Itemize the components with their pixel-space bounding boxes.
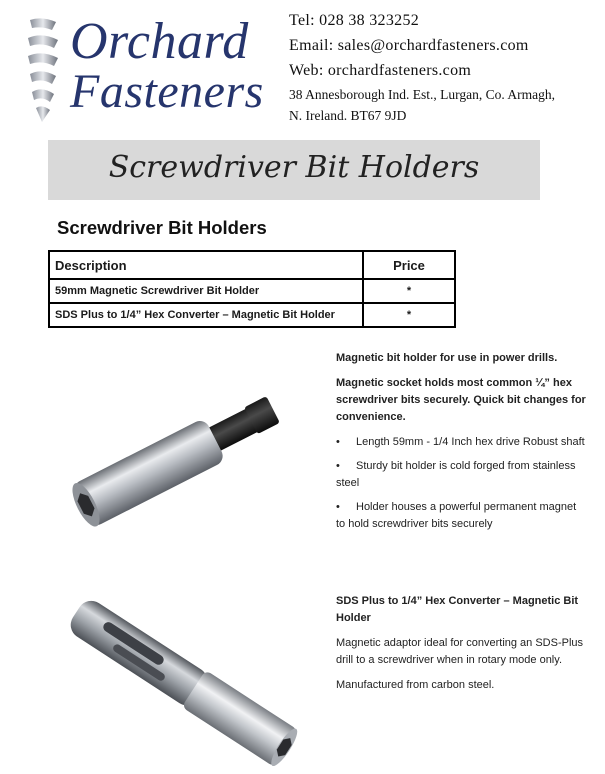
company-logo bbox=[22, 10, 262, 125]
price-table bbox=[48, 250, 456, 328]
row-description: SDS Plus to 1/4” Hex Converter – Magnetic Bit Holder bbox=[49, 303, 363, 327]
list-item bbox=[336, 458, 586, 492]
contact-tel: Tel: 028 38 323252 bbox=[289, 12, 420, 29]
contact-address-line1: 38 Annesborough Ind. Est., Lurgan, Co. Armagh, bbox=[289, 87, 555, 102]
product-1-features bbox=[336, 434, 586, 533]
product-2-description bbox=[336, 593, 591, 702]
product-1-para: Magnetic socket holds most common ¼” hex screwdriver bits securely. Quick bit changes for convenience. bbox=[336, 377, 586, 423]
column-header-price: Price bbox=[363, 251, 455, 279]
list-item bbox=[336, 499, 586, 533]
table-row bbox=[49, 279, 455, 303]
title-banner bbox=[48, 140, 540, 200]
screw-icon bbox=[22, 16, 62, 126]
product-2-para1: Magnetic adaptor ideal for converting an SDS-Plus drill to a screwdriver when in rotary mode only. bbox=[336, 637, 584, 666]
section-heading: Screwdriver Bit Holders bbox=[57, 217, 267, 238]
list-item bbox=[336, 434, 586, 451]
bullet-icon: • bbox=[336, 460, 340, 472]
contact-email[interactable]: Email: sales@orchardfasteners.com bbox=[289, 37, 529, 54]
table-header-row bbox=[49, 251, 455, 279]
feature-text: Length 59mm - 1/4 Inch hex drive Robust shaft bbox=[356, 436, 585, 448]
product-2-title: SDS Plus to 1/4” Hex Converter – Magnetic Bit Holder bbox=[336, 595, 579, 624]
feature-text: Holder houses a powerful permanent magnet to hold screwdriver bits securely bbox=[336, 501, 577, 530]
contact-block bbox=[289, 8, 555, 125]
product-2-para2: Manufactured from carbon steel. bbox=[336, 679, 495, 691]
contact-web[interactable]: Web: orchardfasteners.com bbox=[289, 62, 472, 79]
row-price: * bbox=[363, 279, 455, 303]
product-1-description bbox=[336, 350, 586, 540]
bullet-icon: • bbox=[336, 436, 340, 448]
sds-converter-image bbox=[45, 590, 315, 774]
table-row bbox=[49, 303, 455, 327]
column-header-description: Description bbox=[49, 251, 363, 279]
row-price: * bbox=[363, 303, 455, 327]
row-description: 59mm Magnetic Screwdriver Bit Holder bbox=[49, 279, 363, 303]
logo-text-orchard: Orchard bbox=[70, 13, 249, 70]
contact-address-line2: N. Ireland. BT67 9JD bbox=[289, 108, 407, 123]
logo-text-fasteners: Fasteners bbox=[70, 65, 264, 118]
product-1-intro: Magnetic bit holder for use in power drills. bbox=[336, 352, 558, 364]
magnetic-bit-holder-image bbox=[55, 388, 305, 528]
banner-title: Screwdriver Bit Holders bbox=[108, 150, 480, 185]
feature-text: Sturdy bit holder is cold forged from stainless steel bbox=[336, 460, 576, 489]
bullet-icon: • bbox=[336, 501, 340, 513]
